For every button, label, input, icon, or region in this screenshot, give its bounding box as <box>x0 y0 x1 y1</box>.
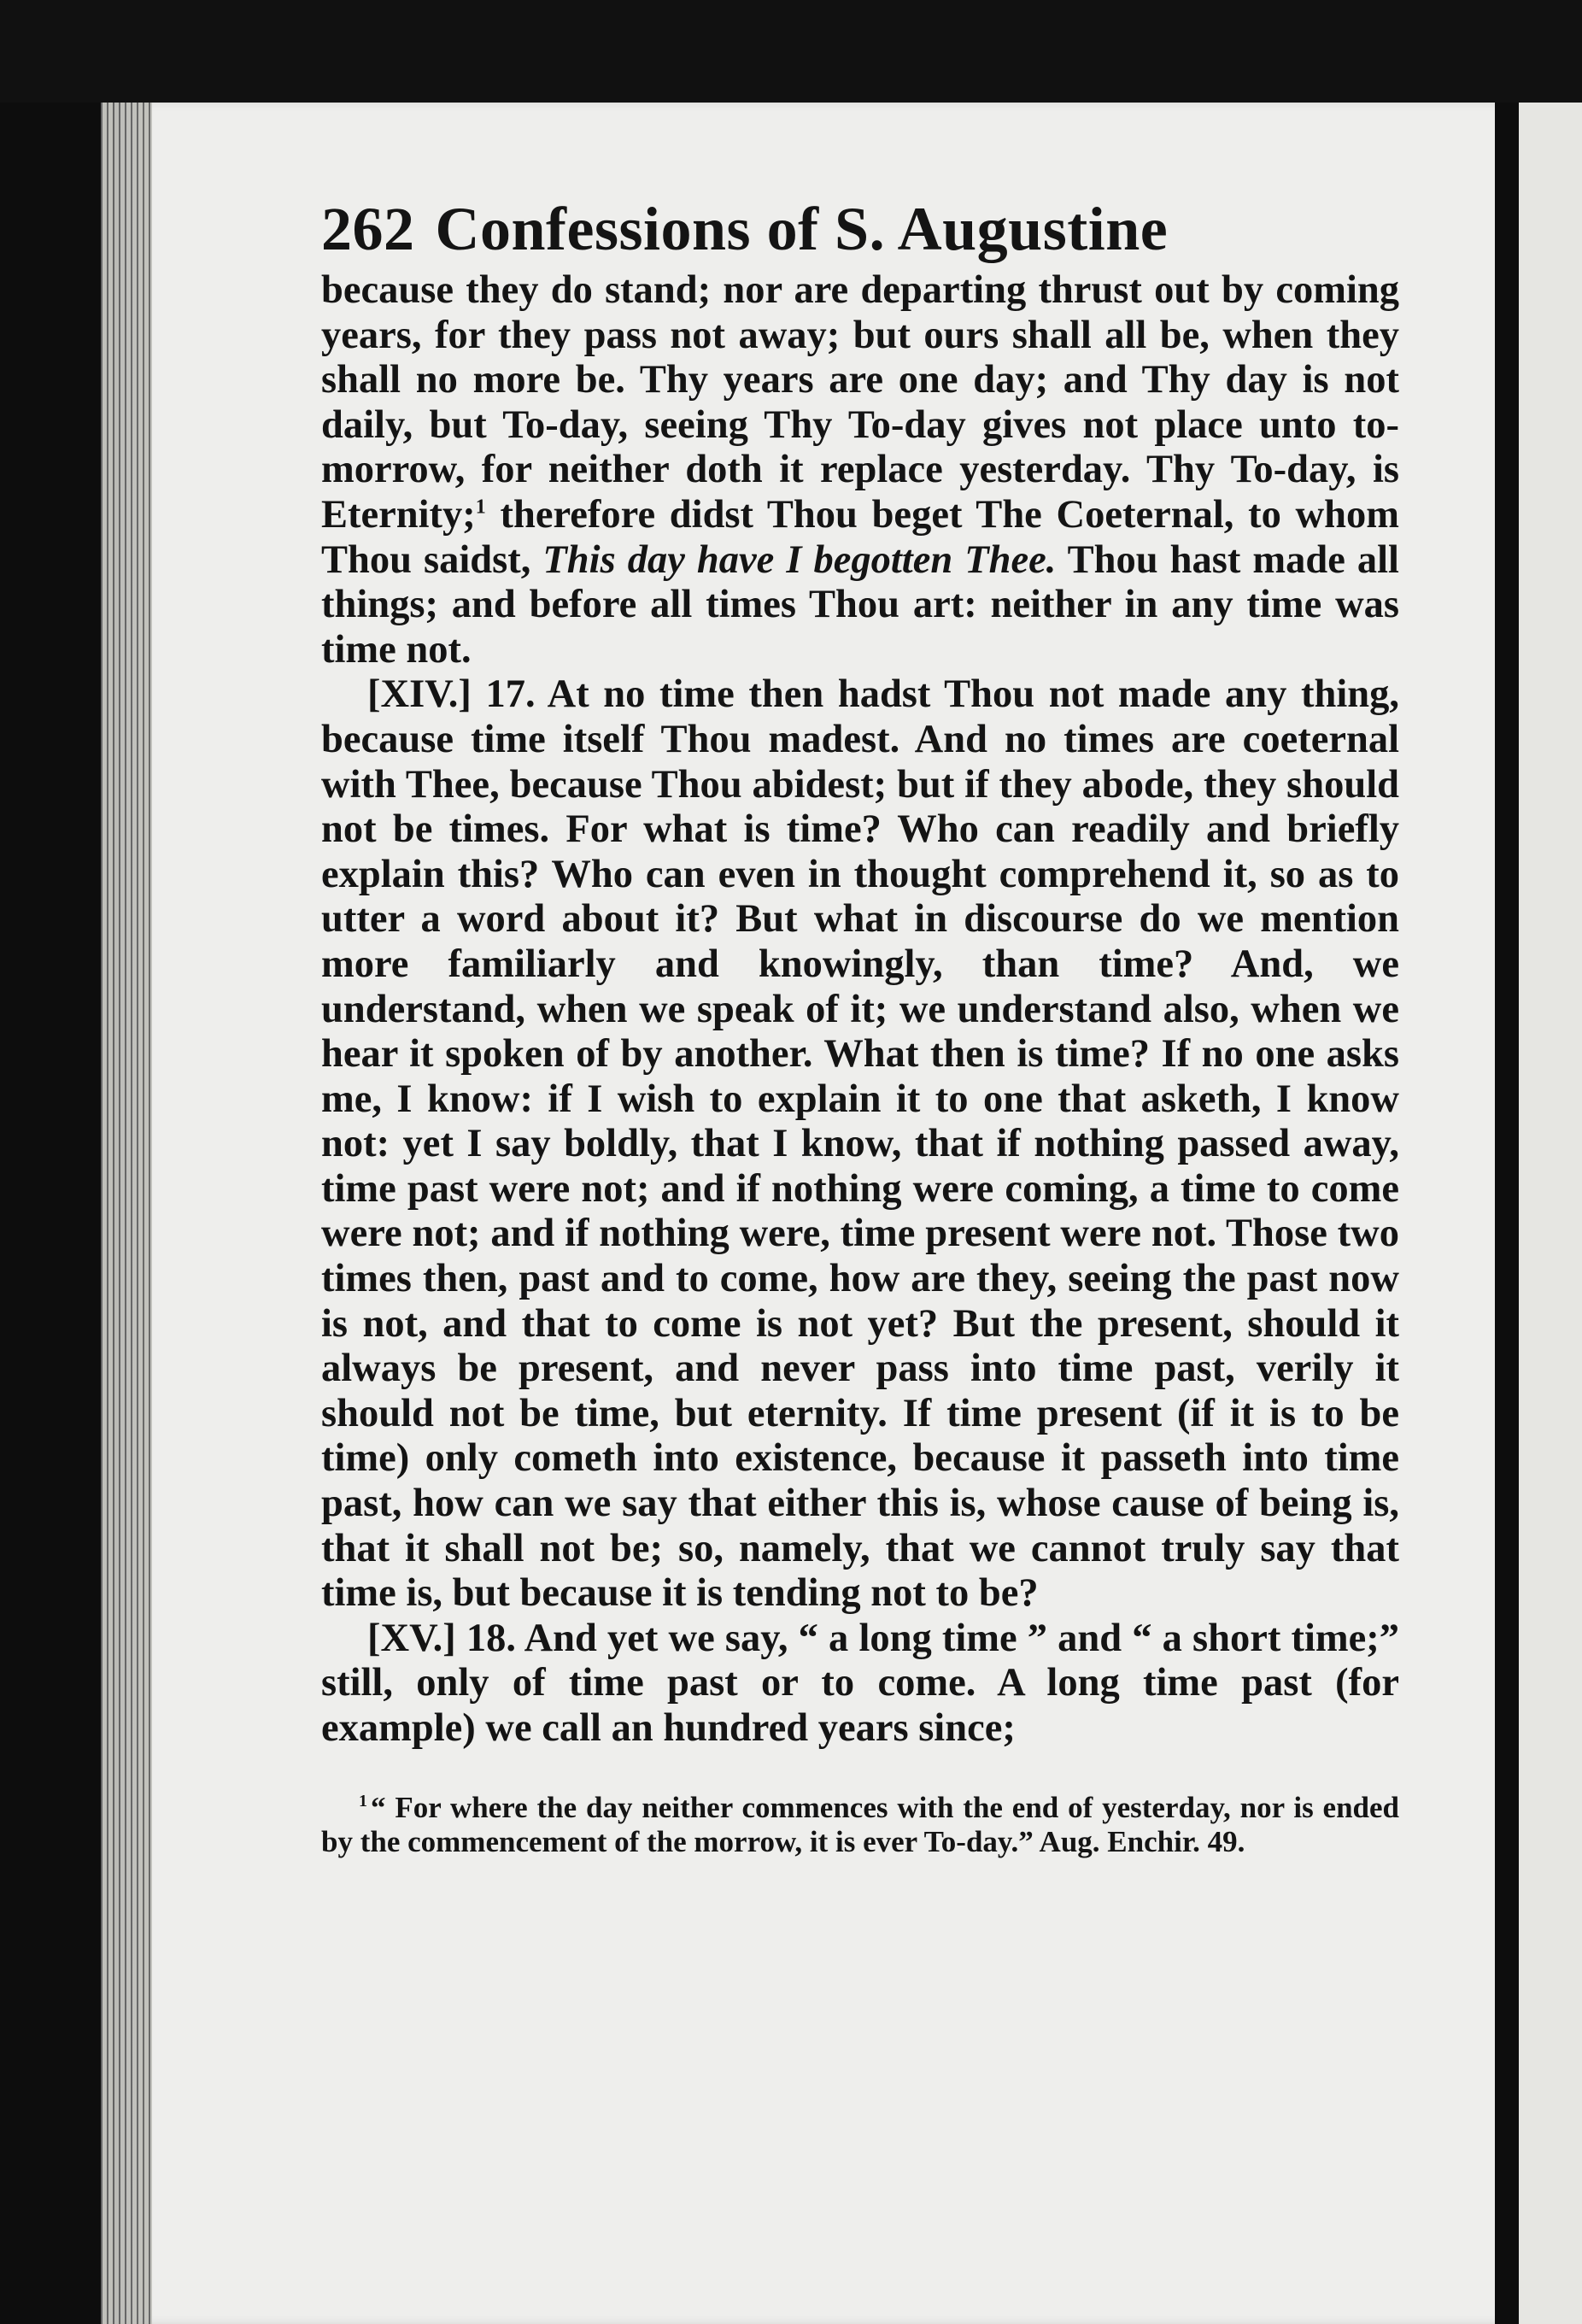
footnote-text: “ For where the day neither commences with the end of yesterday, nor is ended by the commencement of the morrow, it is ever To-day.” Aug. Enchir. 49. <box>321 1790 1399 1858</box>
paragraph-1-part-b: therefore didst Thou beget The Coeternal, to whom Thou saidst, <box>321 492 1399 582</box>
running-head <box>321 190 1399 268</box>
footnote-reference: 1 <box>475 496 486 519</box>
paragraph-1 <box>321 268 1399 672</box>
footnote <box>321 1791 1399 1859</box>
page-content <box>321 190 1399 1859</box>
paragraph-2: [XIV.] 17. At no time then hadst Thou not made any thing, because time itself Thou madest. And no times are coeternal with Thee, because Thou abidest; but if they abode, they should not be times. For what is time? Who can readily and briefly explain this? Who can even in thought comprehend it, so as to utter a word about it? But what in discourse do we mention more familiarly and knowingly, than time? And, we understand, when we speak of it; we understand also, when we hear it spoken of by another. What then is time? If no one asks me, I know: if I wish to explain it to one that asketh, I know not: yet I say boldly, that I know, that if nothing passed away, time past were not; and if nothing were coming, a time to come were not; and if nothing were, time present were not. Those two times then, past and to come, how are they, seeing the past now is not, and that to come is not yet? But the present, should it always be present, and never pass into time past, verily it should not be time, but eternity. If time present (if it is to be time) only cometh into existence, because it passeth into time past, how can we say that either this is, whose cause of being is, that it shall not be; so, namely, that we cannot truly say that time is, but because it is tending not to be? <box>321 672 1399 1616</box>
page-divider <box>1495 103 1519 2324</box>
paragraph-1-part-a: because they do stand; nor are departing thrust out by coming years, for they pass not away; but ours shall all be, when they shall no more be. Thy years are one day; and Thy day is not daily, but To-day, seeing Thy To-day gives not place unto to-morrow, for neither doth it replace yesterday. Thy To-day, is Eternity; <box>321 268 1399 537</box>
footnotes <box>321 1791 1399 1859</box>
running-title: Confessions of S. Augustine <box>435 195 1169 263</box>
paragraph-1-part-c: Thou hast made all things; and before all times Thou art: neither in any time was time not. <box>321 537 1399 672</box>
book-gutter <box>101 103 152 2324</box>
footnote-marker: 1 <box>359 1791 367 1810</box>
scan-top-border <box>0 0 1582 103</box>
page-number: 262 <box>321 195 415 263</box>
paragraph-3: [XV.] 18. And yet we say, “ a long time ” and “ a short time;” still, only of time past or to come. A long time past (for example) we call an hundred years since; <box>321 1616 1399 1750</box>
facing-page-edge <box>1519 103 1582 2324</box>
scripture-quote: This day have I begotten Thee. <box>542 537 1057 582</box>
body-text <box>321 268 1399 1752</box>
